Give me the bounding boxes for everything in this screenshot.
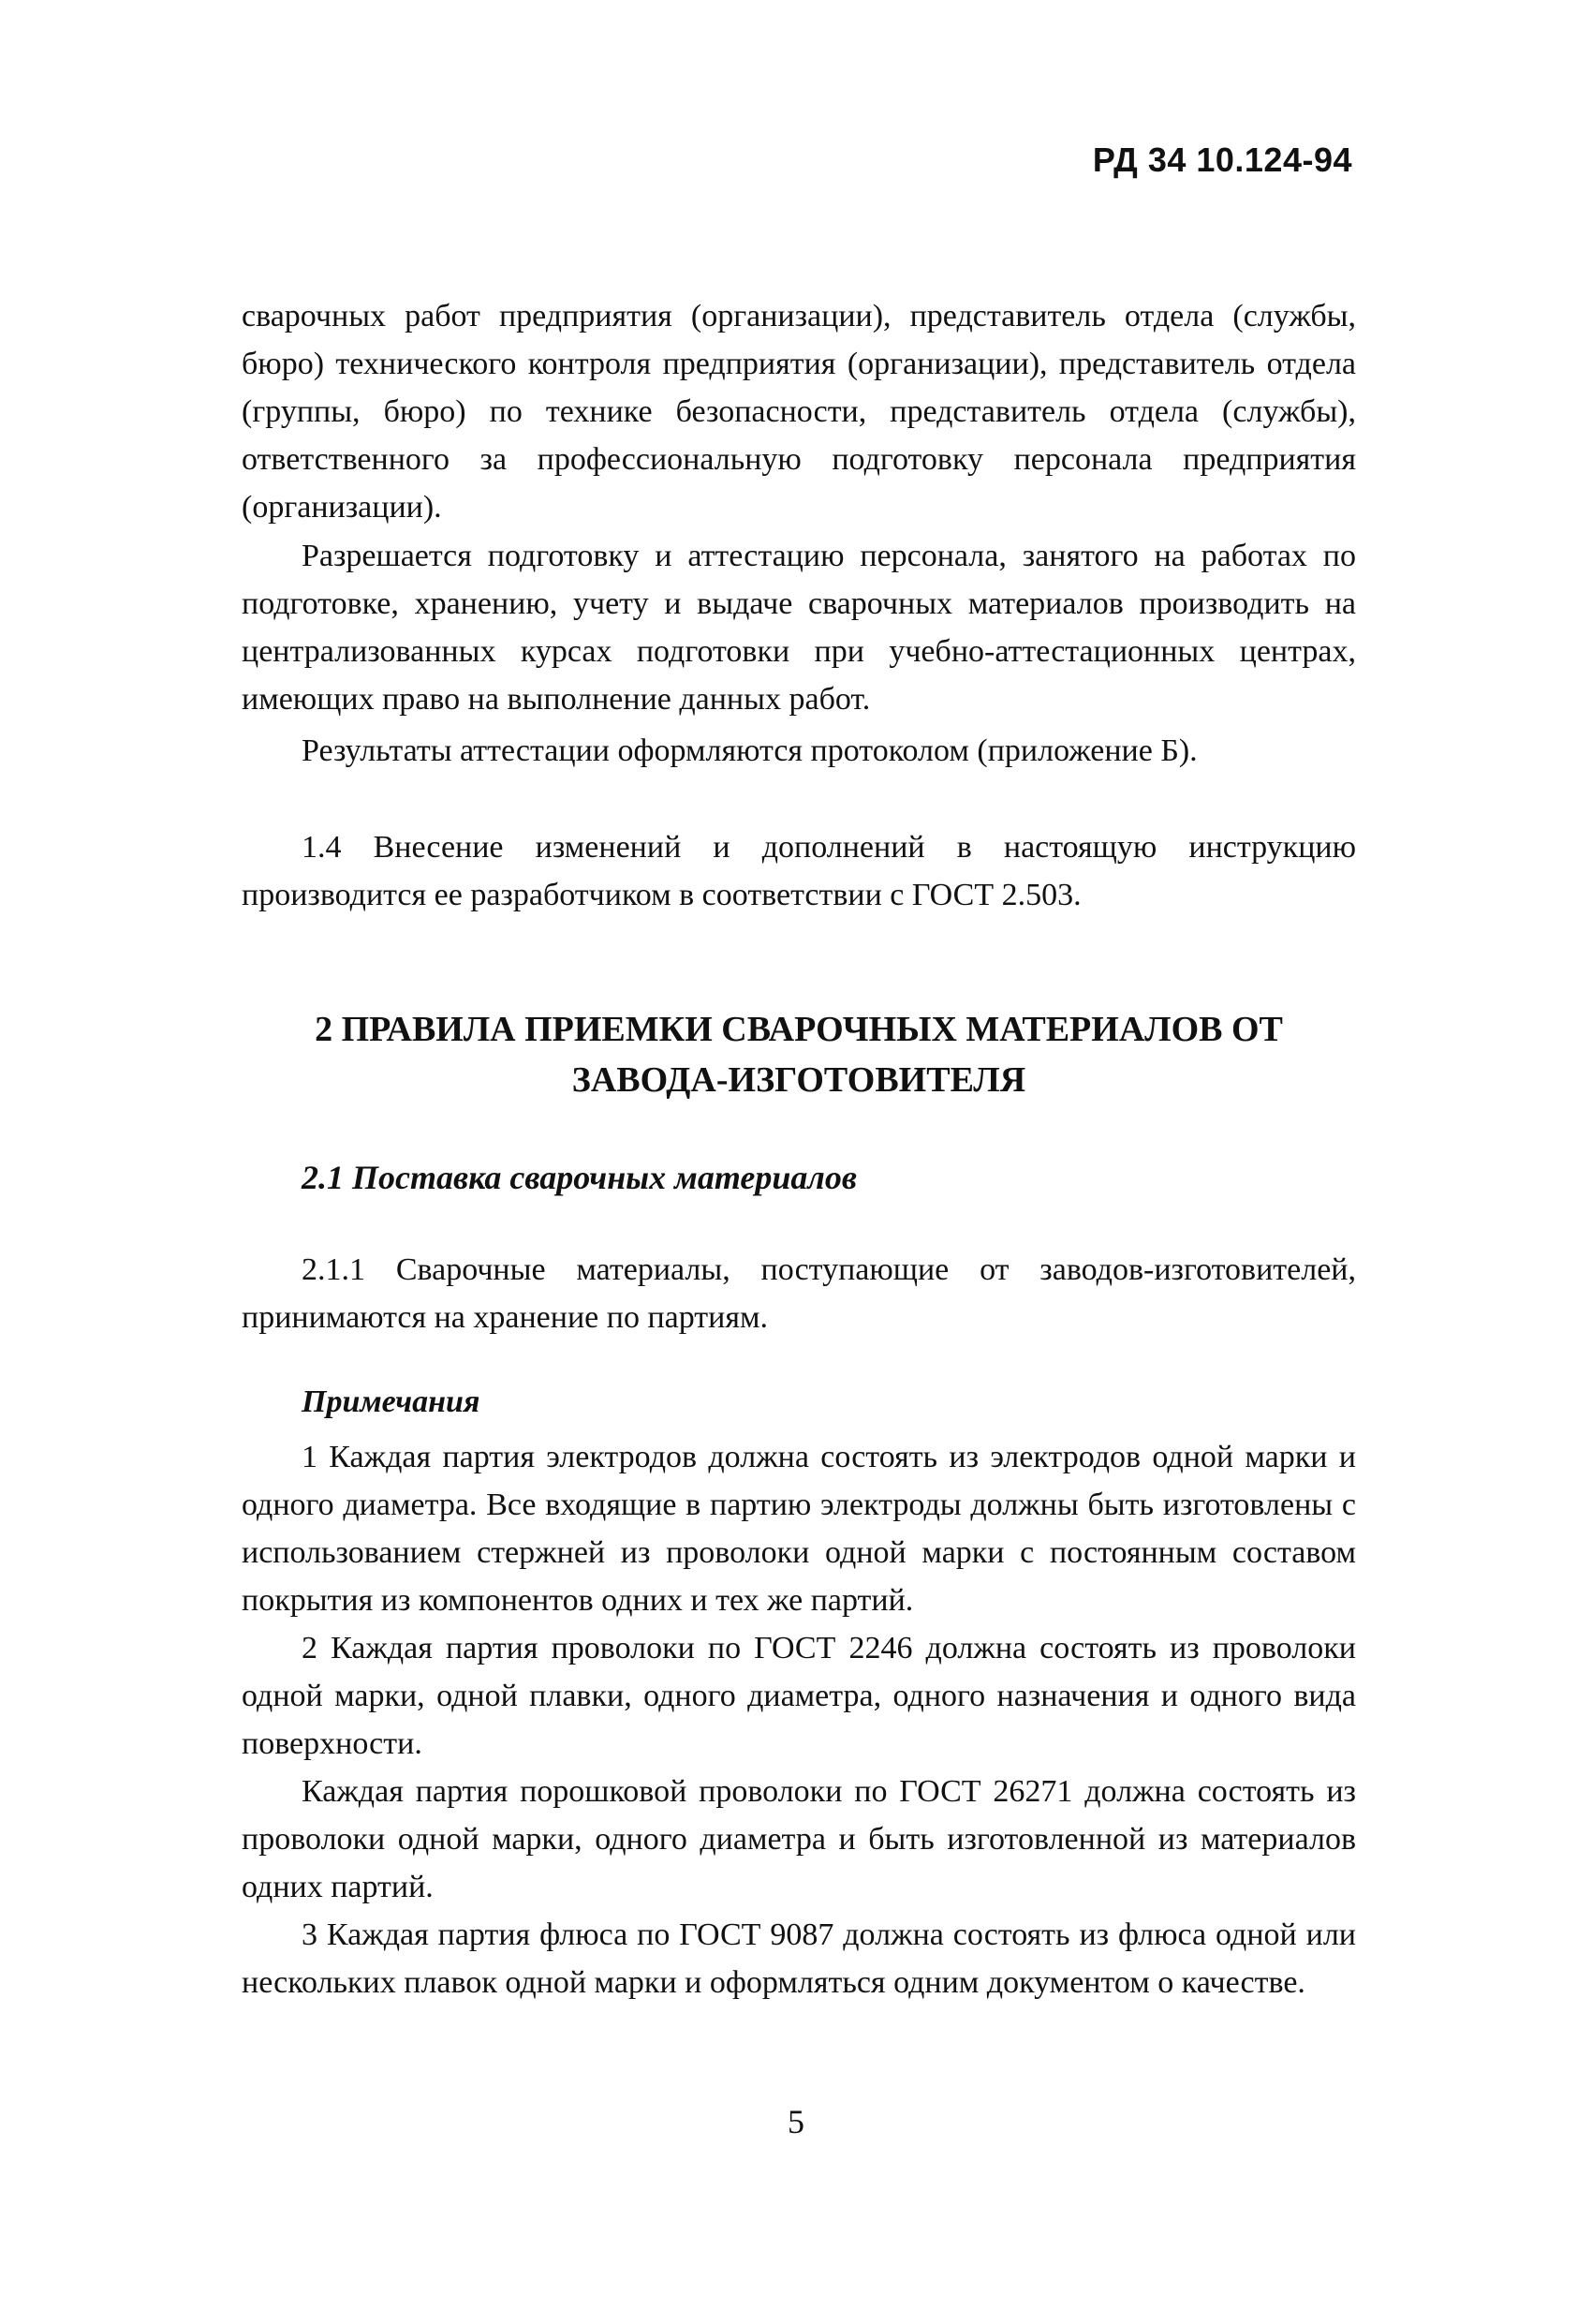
notes-heading: Примечания (302, 1384, 480, 1419)
section-title-line-1: 2 ПРАВИЛА ПРИЕМКИ СВАРОЧНЫХ МАТЕРИАЛОВ ОТ (315, 1010, 1283, 1049)
paragraph-continuation (242, 292, 1356, 531)
note-item: 1 Каждая партия электродов должна состоять из электродов одной марки и одного диаметра. Все входящие в партию электроды должны быть изготовлены с использованием стержней из проволоки одной марки с постоянным составом покрытия из компонентов одних и тех же партий. (242, 1440, 1356, 1618)
note-item: 3 Каждая партия флюса по ГОСТ 9087 должна состоять из флюса одной или нескольких плавок одной марки и оформляться одним документом о качестве. (242, 1917, 1356, 2000)
paragraph-results (242, 727, 1356, 775)
section-title (242, 1004, 1356, 1105)
paragraph-text: 1.4 Внесение изменений и дополнений в настоящую инструкцию производится ее разработчиком в соответствии с ГОСТ 2.503. (242, 830, 1356, 912)
paragraph-1-4 (242, 823, 1356, 919)
subsection-title: 2.1 Поставка сварочных материалов (302, 1159, 857, 1196)
paragraph-text: сварочных работ предприятия (организации), представитель отдела (службы, бюро) технического контроля предприятия (организации), представитель отдела (группы, бюро) по технике безопасности, представитель отдела (службы), ответственного за профессиональную подготовку персонала предприятия (организации). (242, 299, 1356, 525)
paragraph-text: Разрешается подготовку и аттестацию персонала, занятого на работах по подготовке, хранению, учету и выдаче сварочных материалов производить на централизованных курсах подготовки при учебно-аттестационных центрах, имеющих право на выполнение данных работ. (242, 539, 1356, 717)
document-code: РД 34 10.124-94 (1092, 141, 1352, 179)
section-title-line-2: ЗАВОДА-ИЗГОТОВИТЕЛЯ (571, 1060, 1026, 1100)
paragraph-training (242, 532, 1356, 723)
notes-list (242, 1433, 1356, 2006)
note-item: 2 Каждая партия проволоки по ГОСТ 2246 должна состоять из проволоки одной марки, одной плавки, одного диаметра, одного назначения и одного вида поверхности. (242, 1631, 1356, 1761)
paragraph-text: 2.1.1 Сварочные материалы, поступающие от заводов-изготовителей, принимаются на хранение по партиям. (242, 1252, 1356, 1335)
page-number: 5 (788, 2103, 804, 2140)
paragraph-text: Результаты аттестации оформляются протоколом (приложение Б). (302, 733, 1198, 768)
note-item: Каждая партия порошковой проволоки по ГОСТ 26271 должна состоять из проволоки одной марки, одного диаметра и быть изготовленной из материалов одних партий. (242, 1774, 1356, 1904)
paragraph-2-1-1 (242, 1246, 1356, 1341)
